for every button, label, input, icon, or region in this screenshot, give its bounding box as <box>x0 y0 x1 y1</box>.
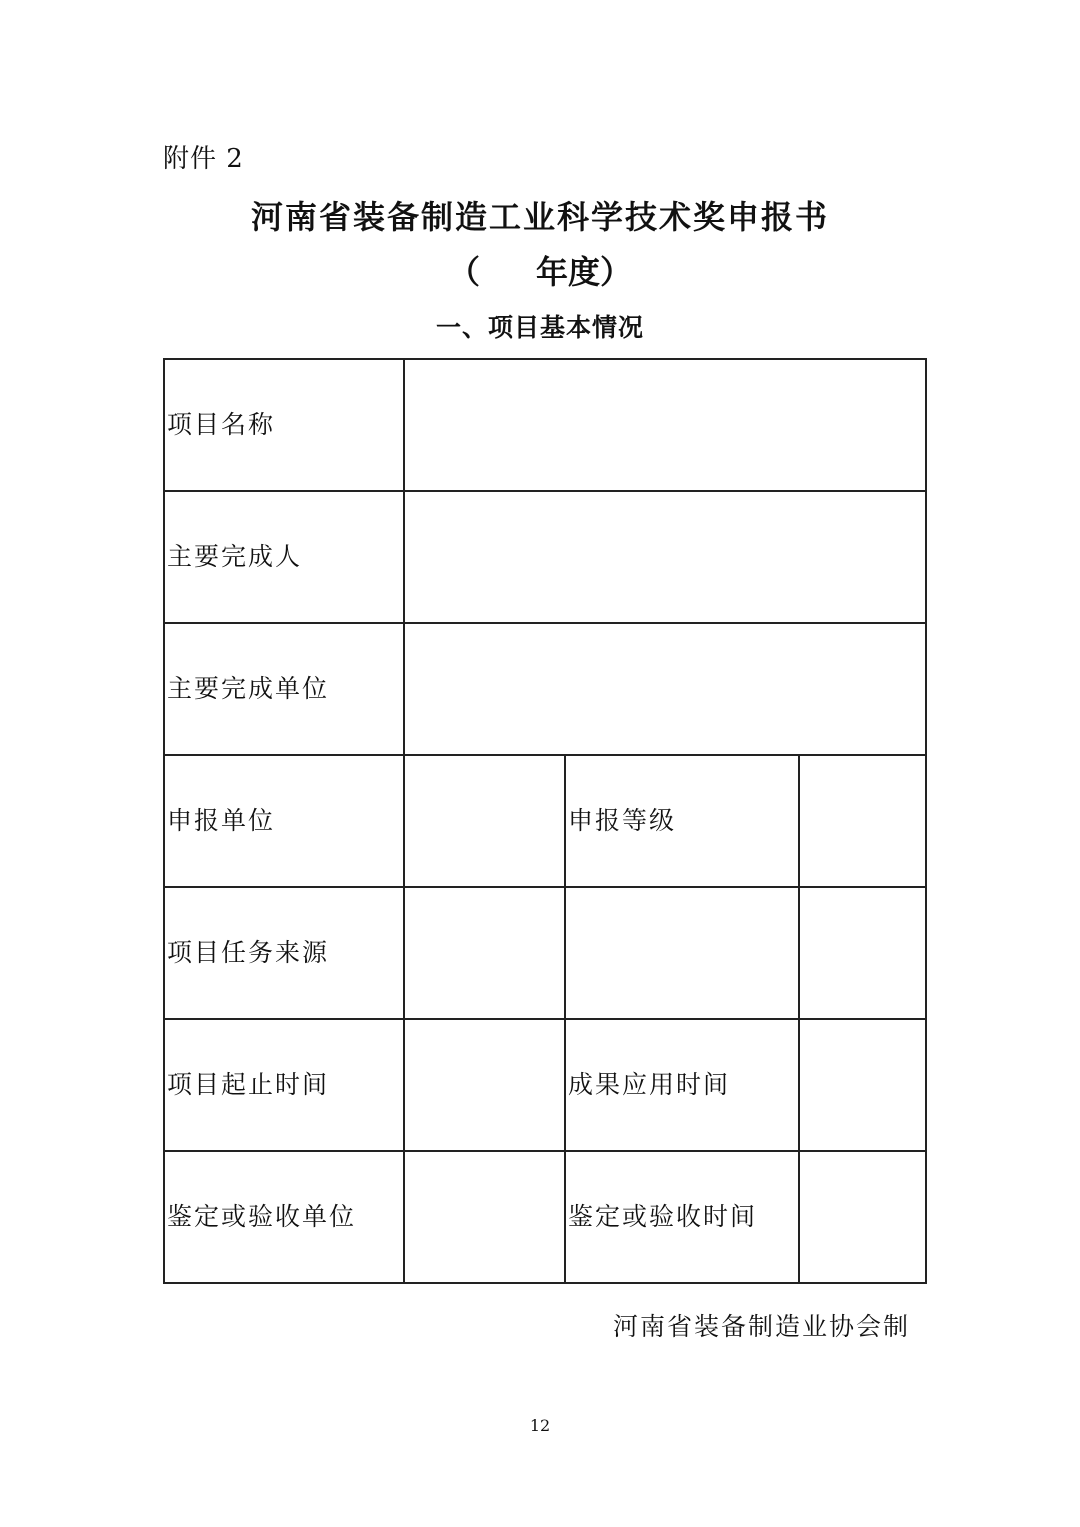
applicant-unit-field[interactable] <box>404 755 565 887</box>
table-row <box>164 491 926 623</box>
project-name-label: 项目名称 <box>164 359 404 491</box>
table-row <box>164 887 926 1019</box>
document-title: 河南省装备制造工业科学技术奖申报书 <box>250 198 829 236</box>
project-name-field[interactable] <box>404 359 926 491</box>
application-time-field[interactable] <box>799 1019 926 1151</box>
appraisal-unit-field[interactable] <box>404 1151 565 1283</box>
table-row <box>164 359 926 491</box>
table-row <box>164 755 926 887</box>
project-info-table <box>163 358 927 1284</box>
task-source-field-3[interactable] <box>799 887 926 1019</box>
appraisal-unit-label: 鉴定或验收单位 <box>164 1151 404 1283</box>
year-text: 年度） <box>536 253 633 291</box>
attachment-label: 附件 2 <box>163 144 244 174</box>
main-completers-field[interactable] <box>404 491 926 623</box>
appraisal-time-label: 鉴定或验收时间 <box>565 1151 799 1283</box>
main-completers-label: 主要完成人 <box>164 491 404 623</box>
table-row <box>164 1019 926 1151</box>
application-level-label: 申报等级 <box>565 755 799 887</box>
task-source-label: 项目任务来源 <box>164 887 404 1019</box>
application-time-label: 成果应用时间 <box>565 1019 799 1151</box>
section-title: 一、项目基本情况 <box>435 313 644 342</box>
year-line <box>0 250 1080 294</box>
task-source-field-1[interactable] <box>404 887 565 1019</box>
project-period-label: 项目起止时间 <box>164 1019 404 1151</box>
task-source-field-2[interactable] <box>565 887 799 1019</box>
main-units-field[interactable] <box>404 623 926 755</box>
page-number: 12 <box>529 1416 551 1435</box>
appraisal-time-field[interactable] <box>799 1151 926 1283</box>
table-row <box>164 623 926 755</box>
application-level-field[interactable] <box>799 755 926 887</box>
main-units-label: 主要完成单位 <box>164 623 404 755</box>
year-open-paren: （ <box>447 253 480 291</box>
applicant-unit-label: 申报单位 <box>164 755 404 887</box>
table-row <box>164 1151 926 1283</box>
project-period-field[interactable] <box>404 1019 565 1151</box>
footer-organization: 河南省装备制造业协会制 <box>612 1312 910 1341</box>
